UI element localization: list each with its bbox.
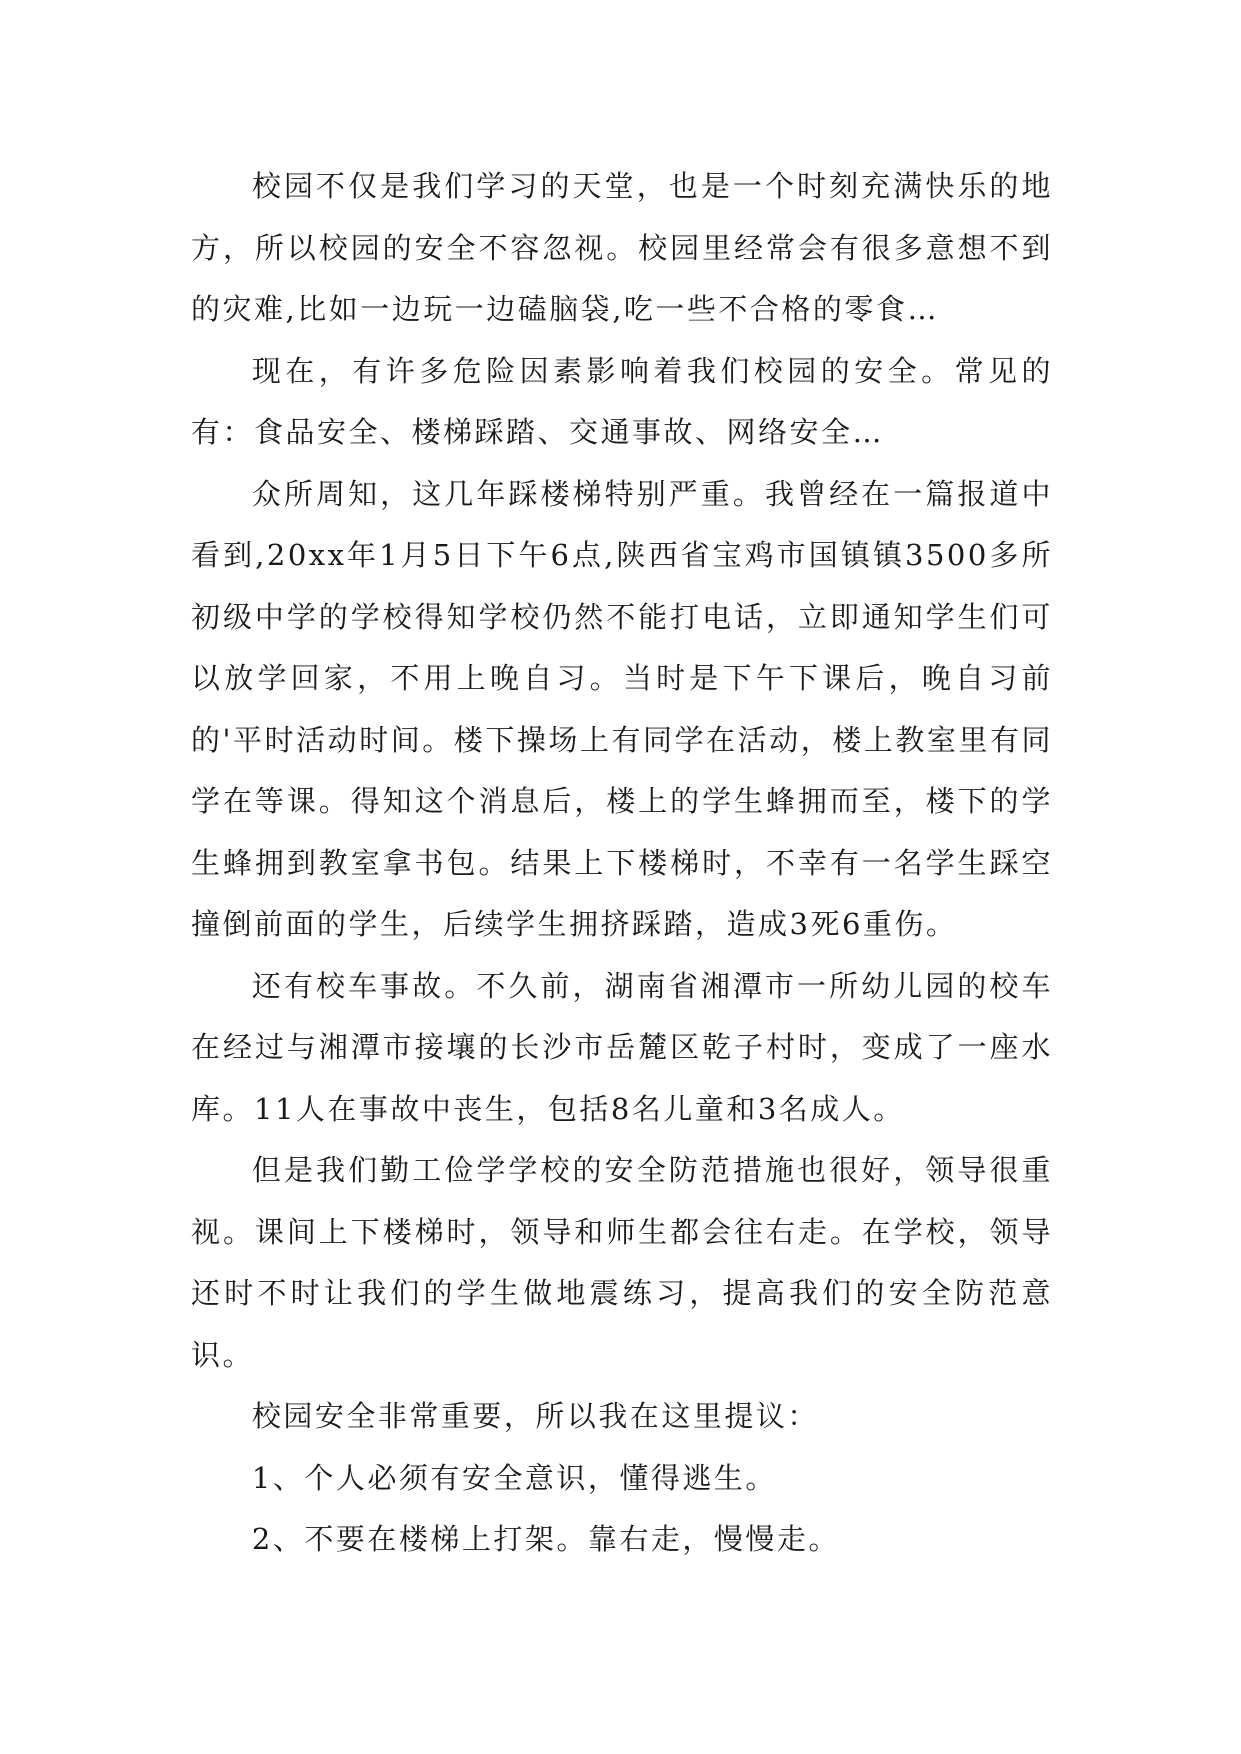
paragraph-school-measures: 但是我们勤工俭学学校的安全防范措施也很好，领导很重视。课间上下楼梯时，领导和师生都会往右走。在学校，领导还时不时让我们的学生做地震练习，提高我们的安全防范意识。 bbox=[191, 1153, 1053, 1372]
paragraph-proposal-intro: 校园安全非常重要，所以我在这里提议： bbox=[251, 1399, 819, 1433]
paragraph-risk-factors: 现在，有许多危险因素影响着我们校园的安全。常见的有：食品安全、楼梯踩踏、交通事故、网络安全… bbox=[191, 353, 1053, 449]
paragraph-stairway-incident: 众所周知，这几年踩楼梯特别严重。我曾经在一篇报道中看到,20xx年1月5日下午6点,陕西省宝鸡市国镇镇3500多所初级中学的学校得知学校仍然不能打电话，立即通知学生们可以放学回家，不用上晚自习。当时是下午下课后，晚自习前的'平时活动时间。楼下操场上有同学在活动，楼上教室里有同学在等课。得知这个消息后，楼上的学生蜂拥而至，楼下的学生蜂拥到教室拿书包。结果上下楼梯时，不幸有一名学生踩空撞倒前面的学生，后续学生拥挤踩踏，造成3死6重伤。 bbox=[191, 476, 1053, 941]
list-item-proposal-2: 2、不要在楼梯上打架。靠右走，慢慢走。 bbox=[251, 1522, 840, 1556]
paragraph-intro: 校园不仅是我们学习的天堂，也是一个时刻充满快乐的地方，所以校园的安全不容忽视。校园里经常会有很多意想不到的灾难,比如一边玩一边磕脑袋,吃一些不合格的零食… bbox=[191, 169, 1053, 326]
paragraph-school-bus-accident: 还有校车事故。不久前，湖南省湘潭市一所幼儿园的校车在经过与湘潭市接壤的长沙市岳麓区乾子村时，变成了一座水库。11人在事故中丧生，包括8名儿童和3名成人。 bbox=[191, 968, 1053, 1126]
document-body bbox=[191, 156, 1053, 1571]
list-item-proposal-1: 1、个人必须有安全意识，懂得逃生。 bbox=[251, 1460, 777, 1495]
